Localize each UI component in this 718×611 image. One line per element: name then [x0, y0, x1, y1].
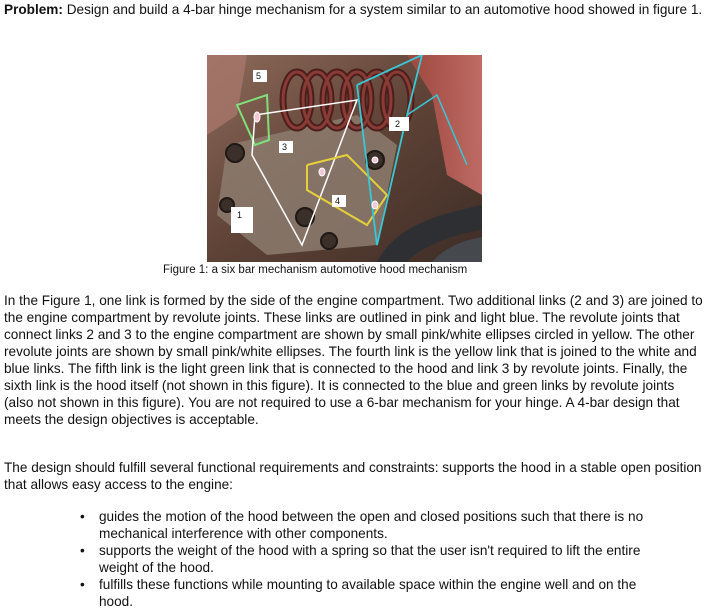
bullet-icon: •: [80, 543, 85, 558]
hood-mechanism-figure: [207, 55, 482, 262]
link-label-5: 5: [256, 71, 262, 81]
list-item-text: supports the weight of the hood with a spring so that the user isn't required to lift the entire weight of the hood.: [99, 543, 641, 575]
list-item: [0, 576, 659, 610]
requirements-list: [0, 508, 700, 610]
link-label-4: 4: [335, 196, 341, 206]
list-item-text: fulfills these functions while mounting to available space within the engine well and on the hood.: [99, 577, 637, 609]
figure-caption: Figure 1: a six bar mechanism automotive hood mechanism: [163, 264, 468, 276]
problem-text: Design and build a 4-bar hinge mechanism for a system similar to an automotive hood showed in figure 1.: [62, 2, 703, 17]
requirements-intro-paragraph: The design should fulfill several functional requirements and constraints: supports the hood in a stable open position that allows easy access to the engine:: [4, 460, 702, 492]
problem-label: Problem:: [4, 2, 63, 17]
hood-mechanism-photo: [207, 55, 482, 262]
problem-statement: [4, 1, 704, 18]
bullet-icon: •: [80, 509, 85, 524]
link-label-3: 3: [282, 142, 288, 152]
list-item: [0, 542, 659, 576]
list-item-text: guides the motion of the hood between the open and closed positions such that there is no mechanical interference with other components.: [99, 509, 644, 541]
bullet-icon: •: [80, 577, 85, 592]
link-description-paragraph: In the Figure 1, one link is formed by the side of the engine compartment. Two additional links (2 and 3) are joined to the engine compartment by revolute joints. These links are outlined in pink and light blue. The revolute joints that connect links 2 and 3 to the engine compartment are shown by small pink/white ellipses circled in yellow. The other revolute joints are shown by small pink/white ellipses. The fourth link is the yellow link that is joined to the white and blue links. The fifth link is the light green link that is connected to the hood and link 3 by revolute joints. Finally, the sixth link is the hood itself (not shown in this figure). It is connected to the blue and green links by revolute joints (also not shown in this figure). You are not required to use a 6-bar mechanism for your hinge. A 4-bar design that meets the design objectives is acceptable.: [4, 293, 703, 427]
list-item: [0, 508, 659, 542]
link-label-2: 2: [395, 119, 401, 129]
link-label-1: 1: [237, 210, 243, 220]
